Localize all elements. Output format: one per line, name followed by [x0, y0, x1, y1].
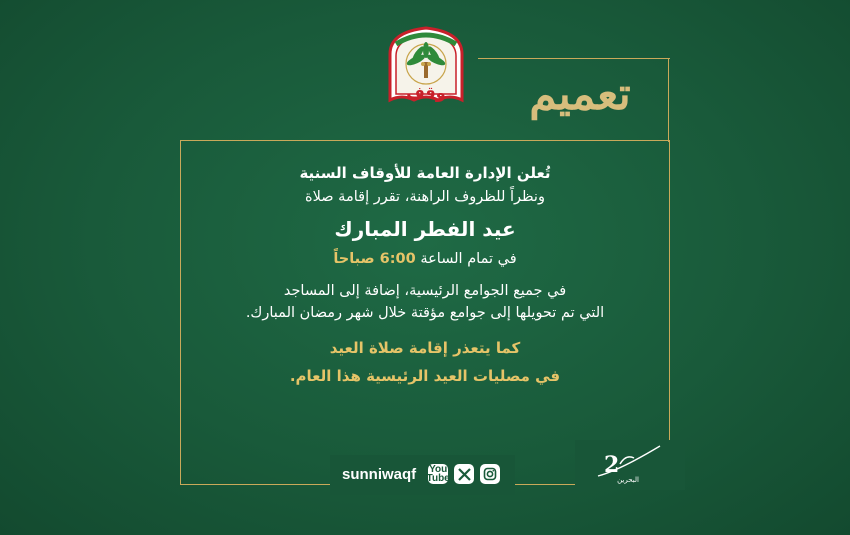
announcement-line-1: تُعلن الإدارة العامة للأوقاف السنية	[299, 164, 551, 182]
announcement-body	[190, 162, 660, 390]
youtube-tube-label: Tube	[426, 473, 450, 484]
frame-right-line	[668, 58, 669, 142]
page-title: تعميم	[529, 69, 631, 120]
x-icon[interactable]	[454, 464, 474, 484]
announcement-line-2: ونظراً للظروف الراهنة، تقرر إقامة صلاة	[305, 189, 545, 205]
time-value: 6:00 صباحاً	[333, 251, 416, 267]
announcement-line-8: في مصليات العيد الرئيسية هذا العام.	[289, 367, 561, 385]
youtube-you-label: You	[429, 464, 448, 475]
social-handle[interactable]: sunniwaqf	[342, 465, 417, 483]
frame-top-line	[478, 58, 670, 59]
instagram-icon[interactable]	[480, 464, 500, 484]
time-prefix: في تمام الساعة	[420, 251, 517, 267]
youtube-icon[interactable]	[428, 464, 448, 484]
waqf-logo-icon	[380, 24, 472, 108]
announcement-line-7: كما يتعذر إقامة صلاة العيد	[329, 339, 521, 357]
announcement-line-5: في جميع الجوامع الرئيسية، إضافة إلى المساجد	[283, 283, 567, 299]
bahrain-badge-label: البحرين	[617, 476, 639, 484]
svg-text:وقف: وقف	[406, 83, 446, 102]
svg-text:2: 2	[604, 452, 620, 478]
announcement-line-6: التي تم تحويلها إلى جوامع مؤقتة خلال شهر رمضان المبارك.	[245, 305, 605, 321]
announcement-line-3: عيد الفطر المبارك	[334, 217, 516, 241]
announcement-line-4	[190, 248, 660, 270]
social-row	[342, 462, 500, 486]
